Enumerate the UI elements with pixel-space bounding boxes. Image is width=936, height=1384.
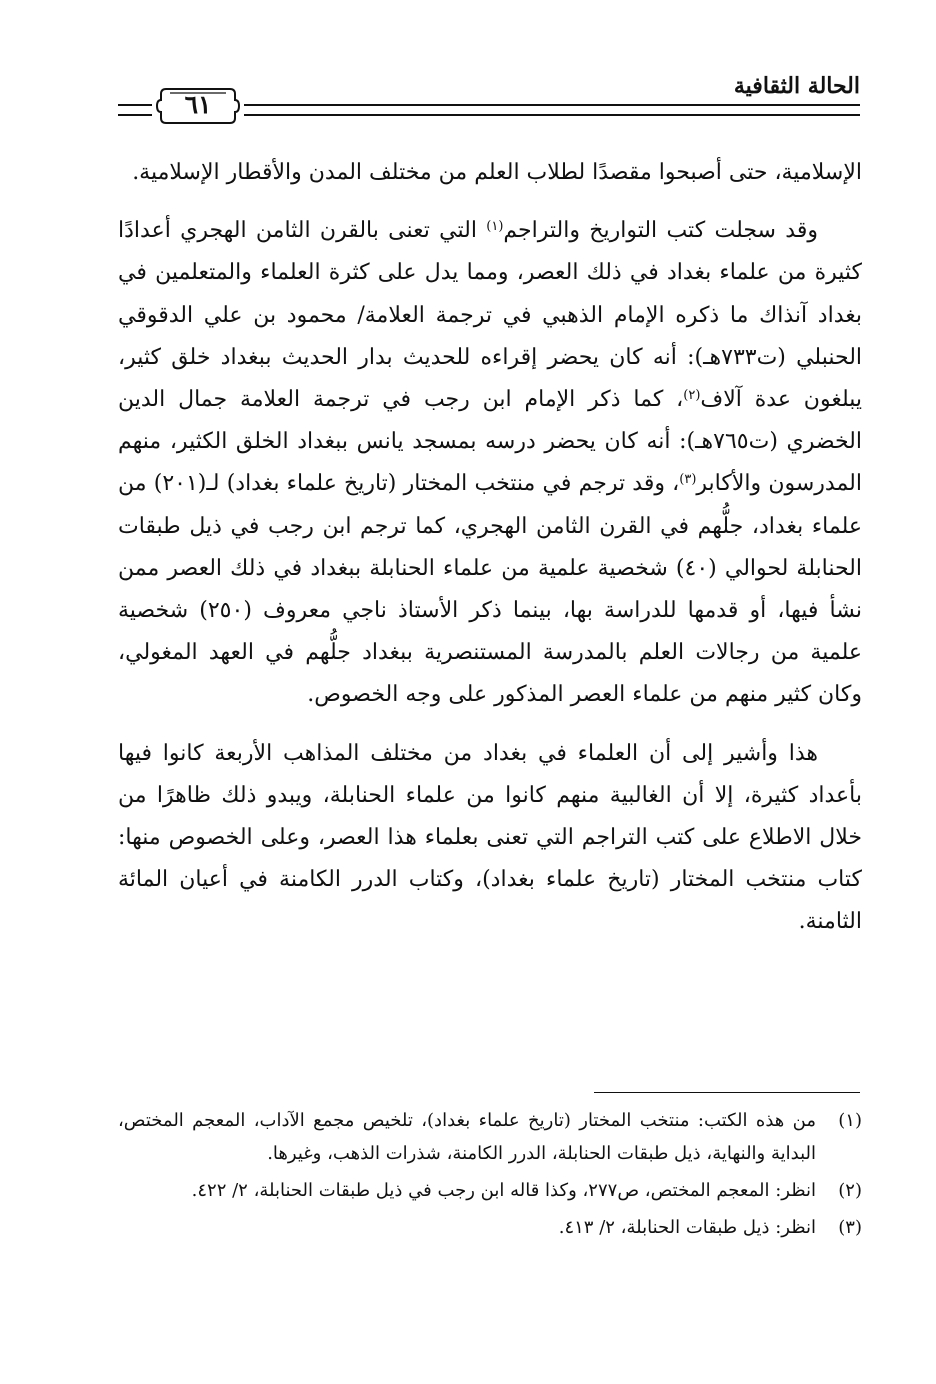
paragraph-2-part-d: ، وقد ترجم في منتخب المختار (تاريخ علماء بغداد) لـ(٢٠١) من علماء بغداد، جلُّهم في القرن الثامن الهجري، كما ترجم ابن رجب في ذيل طبقات الحنابلة لحوالي (٤٠) شخصية علمية من علماء الحنابلة ببغداد في ذلك العصر ممن نشأ فيها، أو قدمها للدراسة بها، بينما ذكر الأستاذ ناجي معروف (٢٥٠) شخصية علمية من رجالات العلم بالمدرسة المستنصرية ببغداد جلُّهم في العهد المغولي، وكان كثير منهم من علماء العصر المذكور على وجه الخصوص. — [118, 471, 862, 708]
footnote-1 — [118, 1104, 862, 1170]
paragraph-2 — [118, 210, 862, 716]
page-number: ٦١ — [184, 90, 212, 119]
footnote-ref-3[interactable]: (٣) — [679, 472, 697, 488]
header-rule-short — [118, 104, 152, 116]
footnotes — [118, 1104, 862, 1244]
main-text — [118, 152, 862, 944]
footnote-separator — [594, 1092, 860, 1093]
paragraph-2-part-a: وقد سجلت كتب التواريخ والتراجم — [503, 218, 818, 244]
running-head: الحالة الثقافية — [733, 73, 860, 99]
footnote-number: (٣) — [838, 1217, 862, 1238]
footnote-2 — [118, 1174, 862, 1207]
header-rule-long — [244, 104, 860, 116]
footnote-text: انظر: المعجم المختص، ص٢٧٧، وكذا قاله ابن رجب في ذيل طبقات الحنابلة، ٢/ ٤٢٢. — [191, 1180, 816, 1201]
paragraph-2-part-b: التي تعنى بالقرن الثامن الهجري أعدادًا كثيرة من علماء بغداد في ذلك العصر، ومما يدل على كثرة العلماء والمتعلمين في بغداد آنذاك ما ذكره الإمام الذهبي في ترجمة العلامة/ محمود بن علي الدقوقي الحنبلي (ت٧٣٣هـ): أنه كان يحضر إقراءه للحديث بدار الحديث ببغداد خلق كثير، يبلغون عدة آلاف — [118, 218, 863, 413]
paragraph-1: الإسلامية، حتى أصبحوا مقصدًا لطلاب العلم من مختلف المدن والأقطار الإسلامية. — [132, 160, 862, 185]
footnote-text: انظر: ذيل طبقات الحنابلة، ٢/ ٤١٣. — [558, 1217, 816, 1238]
footnote-ref-2[interactable]: (٢) — [683, 387, 701, 403]
footnote-3 — [118, 1211, 862, 1244]
footnote-ref-1[interactable]: (١) — [486, 219, 504, 235]
paragraph-2-part-c: ، كما ذكر الإمام ابن رجب في ترجمة العلامة جمال الدين الخضري (ت٧٦٥هـ): أنه كان يحضر درسه بمسجد يانس ببغداد الخلق الكثير، منهم المدرسون والأكابر — [118, 387, 862, 497]
footnote-text: من هذه الكتب: منتخب المختار (تاريخ علماء بغداد)، تلخيص مجمع الآداب، المعجم المختص، البداية والنهاية، ذيل طبقات الحنابلة، الدرر الكامنة، شذرات الذهب، وغيرها. — [118, 1110, 816, 1164]
paragraph-3: هذا وأشير إلى أن العلماء في بغداد من مختلف المذاهب الأربعة كانوا فيها بأعداد كثيرة، إلا أن الغالبية منهم كانوا من علماء الحنابلة، ويبدو ذلك ظاهرًا من خلال الاطلاع على كتب التراجم التي تعنى بعلماء هذا العصر، وعلى الخصوص منها: كتاب منتخب المختار (تاريخ علماء بغداد)، وكتاب الدرر الكامنة في أعيان المائة الثامنة. — [118, 740, 863, 935]
footnote-number: (٢) — [838, 1180, 862, 1201]
page-header — [118, 72, 860, 132]
footnote-number: (١) — [838, 1110, 862, 1131]
